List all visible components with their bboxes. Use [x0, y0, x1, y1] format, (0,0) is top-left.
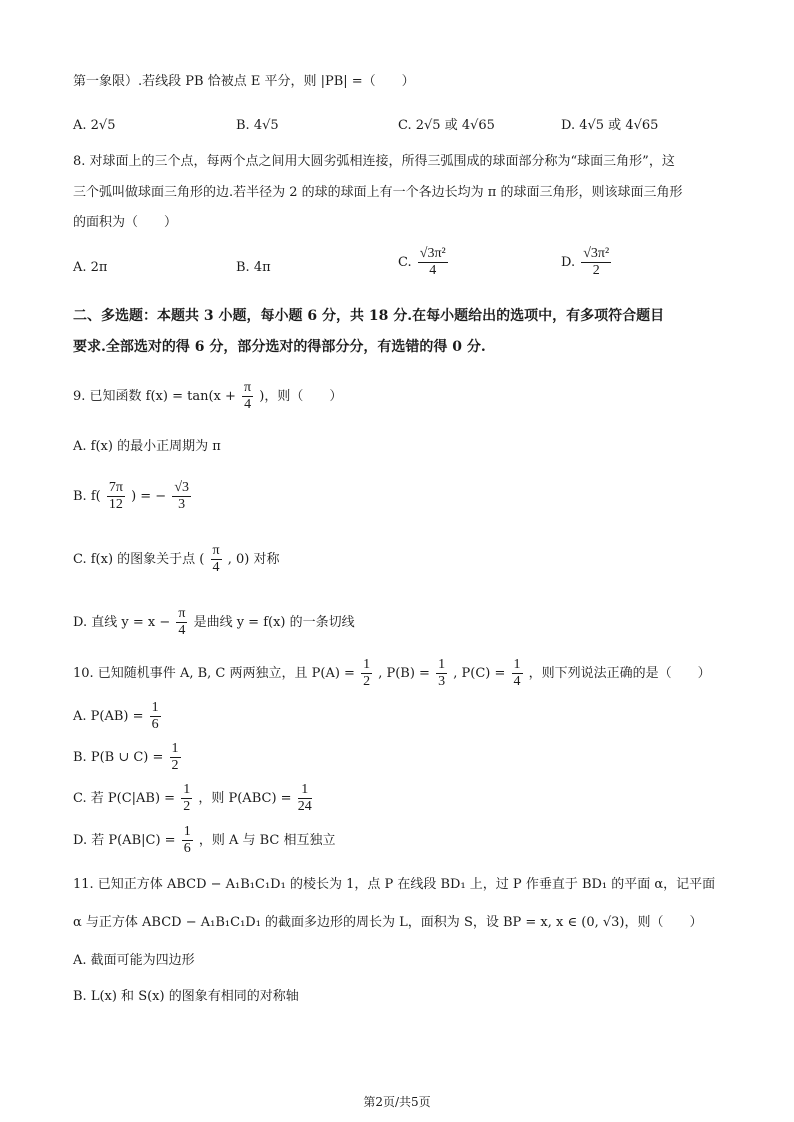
fraction-denominator: 2	[183, 799, 191, 814]
q11-stem-line1: 11. 已知正方体 ABCD − A₁B₁C₁D₁ 的棱长为 1，点 P 在线段 BD₁ 上，过 P 作垂直于 BD₁ 的平面 α，记平面	[73, 877, 716, 892]
q8-stem-line2: 三个弧叫做球面三角形的边.若半径为 2 的球的球面上有一个各边长均为 π 的球面三角形，则该球面三角形	[73, 185, 683, 200]
q9-option-c	[73, 543, 279, 576]
q10-option-b-fraction	[170, 741, 181, 774]
fraction-numerator: 1	[438, 657, 446, 672]
q10-fraction-pa	[361, 657, 372, 690]
q10-option-c-pre: C. 若 P(C|AB) =	[73, 791, 176, 806]
q8-stem-line1: 8. 对球面上的三个点，每两个点之间用大圆劣弧相连接，所得三弧围成的球面部分称为“球面三角形”，这	[73, 154, 675, 169]
q9-option-c-pre: C. f(x) 的图象关于点 (	[73, 552, 205, 567]
section-heading-line2: 要求.全部选对的得 6 分，部分选对的得部分分，有选错的得 0 分.	[73, 339, 486, 355]
q10-stem-post: ，则下列说法正确的是（ ）	[528, 666, 711, 681]
fraction-numerator: √3	[174, 480, 190, 495]
q8-option-b: B. 4π	[236, 260, 271, 275]
q7-option-b: B. 4√5	[236, 118, 279, 133]
q10-stem-pre: 10. 已知随机事件 A, B, C 两两独立，且 P(A) =	[73, 666, 355, 681]
q9-stem-pre: 9. 已知函数 f(x) = tan(x +	[73, 389, 236, 404]
q11-option-a: A. 截面可能为四边形	[73, 953, 195, 968]
fraction-denominator: 4	[429, 263, 437, 278]
q9-stem-fraction	[242, 380, 253, 413]
q9-option-b-fraction2	[172, 480, 191, 513]
fraction-denominator: 3	[438, 674, 446, 689]
fraction-numerator: 7π	[108, 480, 123, 495]
q10-option-d	[73, 824, 336, 857]
fraction-numerator: √3π²	[583, 246, 610, 261]
q10-option-c-mid: ，则 P(ABC) =	[198, 791, 292, 806]
fraction-denominator: 24	[297, 799, 312, 814]
section-heading-line1: 二、多选题：本题共 3 小题，每小题 6 分，共 18 分.在每小题给出的选项中，有多项符合题目	[73, 308, 665, 324]
fraction-numerator: π	[212, 543, 220, 558]
q9-option-d-post: 是曲线 y = f(x) 的一条切线	[193, 615, 355, 630]
q9-option-b-mid: ) = −	[131, 489, 167, 504]
fraction-denominator: 2	[171, 758, 179, 773]
q10-option-c	[73, 782, 314, 815]
q10-fraction-pc	[512, 657, 523, 690]
q10-stem-mid2: , P(C) =	[453, 666, 506, 681]
fraction-numerator: π	[178, 606, 186, 621]
fraction-denominator: 3	[178, 497, 186, 512]
q7-option-d: D. 4√5 或 4√65	[561, 118, 659, 133]
q11-option-b: B. L(x) 和 S(x) 的图象有相同的对称轴	[73, 989, 299, 1004]
q9-stem	[73, 380, 342, 413]
q10-option-a-fraction	[150, 700, 161, 733]
fraction-numerator: √3π²	[419, 246, 446, 261]
q7-option-a: A. 2√5	[73, 118, 116, 133]
q9-stem-post: )，则（ ）	[259, 389, 343, 404]
q10-stem	[73, 657, 711, 690]
q10-stem-mid1: , P(B) =	[378, 666, 430, 681]
q10-option-d-pre: D. 若 P(AB|C) =	[73, 833, 176, 848]
q10-option-c-fraction2	[298, 782, 312, 815]
q10-option-a	[73, 700, 163, 733]
q11-stem-line2: α 与正方体 ABCD − A₁B₁C₁D₁ 的截面多边形的周长为 L，面积为 S，设 BP = x, x ∈ (0, √3)，则（ ）	[73, 915, 703, 930]
q9-option-c-post: , 0) 对称	[227, 552, 280, 567]
q8-option-c-fraction	[418, 246, 448, 279]
q9-option-d-pre: D. 直线 y = x −	[73, 615, 171, 630]
fraction-denominator: 4	[212, 560, 220, 575]
fraction-denominator: 2	[592, 263, 600, 278]
q8-option-d-fraction	[581, 246, 611, 279]
q10-option-c-fraction1	[181, 782, 192, 815]
q10-option-d-post: ，则 A 与 BC 相互独立	[198, 833, 336, 848]
q9-option-b-pre: B. f(	[73, 489, 101, 504]
q9-option-b-fraction1	[107, 480, 125, 513]
fraction-denominator: 2	[363, 674, 371, 689]
page-footer: 第2页/共5页	[363, 1095, 431, 1109]
fraction-numerator: 1	[171, 741, 179, 756]
q8-stem-line3: 的面积为（ ）	[73, 215, 178, 230]
fraction-numerator: 1	[183, 782, 191, 797]
q9-option-d	[73, 606, 355, 639]
fraction-denominator: 12	[108, 497, 123, 512]
fraction-numerator: π	[244, 380, 252, 395]
fraction-denominator: 4	[178, 623, 186, 638]
q8-option-d-label: D.	[561, 255, 576, 270]
q10-option-d-fraction	[182, 824, 193, 857]
q8-option-a: A. 2π	[73, 260, 108, 275]
fraction-numerator: 1	[151, 700, 159, 715]
q10-option-a-pre: A. P(AB) =	[73, 709, 144, 724]
fraction-denominator: 6	[151, 717, 159, 732]
q7-stem-continuation: 第一象限）.若线段 PB 恰被点 E 平分，则 |PB| =（ ）	[73, 74, 415, 89]
q7-option-c: C. 2√5 或 4√65	[398, 118, 495, 133]
q8-option-c	[398, 246, 450, 279]
fraction-denominator: 4	[244, 397, 252, 412]
q9-option-c-fraction	[211, 543, 222, 576]
q9-option-b	[73, 480, 193, 513]
q8-option-c-label: C.	[398, 255, 412, 270]
q9-option-d-fraction	[176, 606, 187, 639]
fraction-numerator: 1	[513, 657, 521, 672]
fraction-numerator: 1	[183, 824, 191, 839]
fraction-denominator: 4	[513, 674, 521, 689]
q9-option-a: A. f(x) 的最小正周期为 π	[73, 439, 221, 454]
q10-option-b	[73, 741, 183, 774]
q10-option-b-pre: B. P(B ∪ C) =	[73, 750, 164, 765]
fraction-denominator: 6	[183, 841, 191, 856]
fraction-numerator: 1	[363, 657, 371, 672]
q10-fraction-pb	[436, 657, 447, 690]
fraction-numerator: 1	[298, 782, 312, 799]
q8-option-d	[561, 246, 613, 279]
